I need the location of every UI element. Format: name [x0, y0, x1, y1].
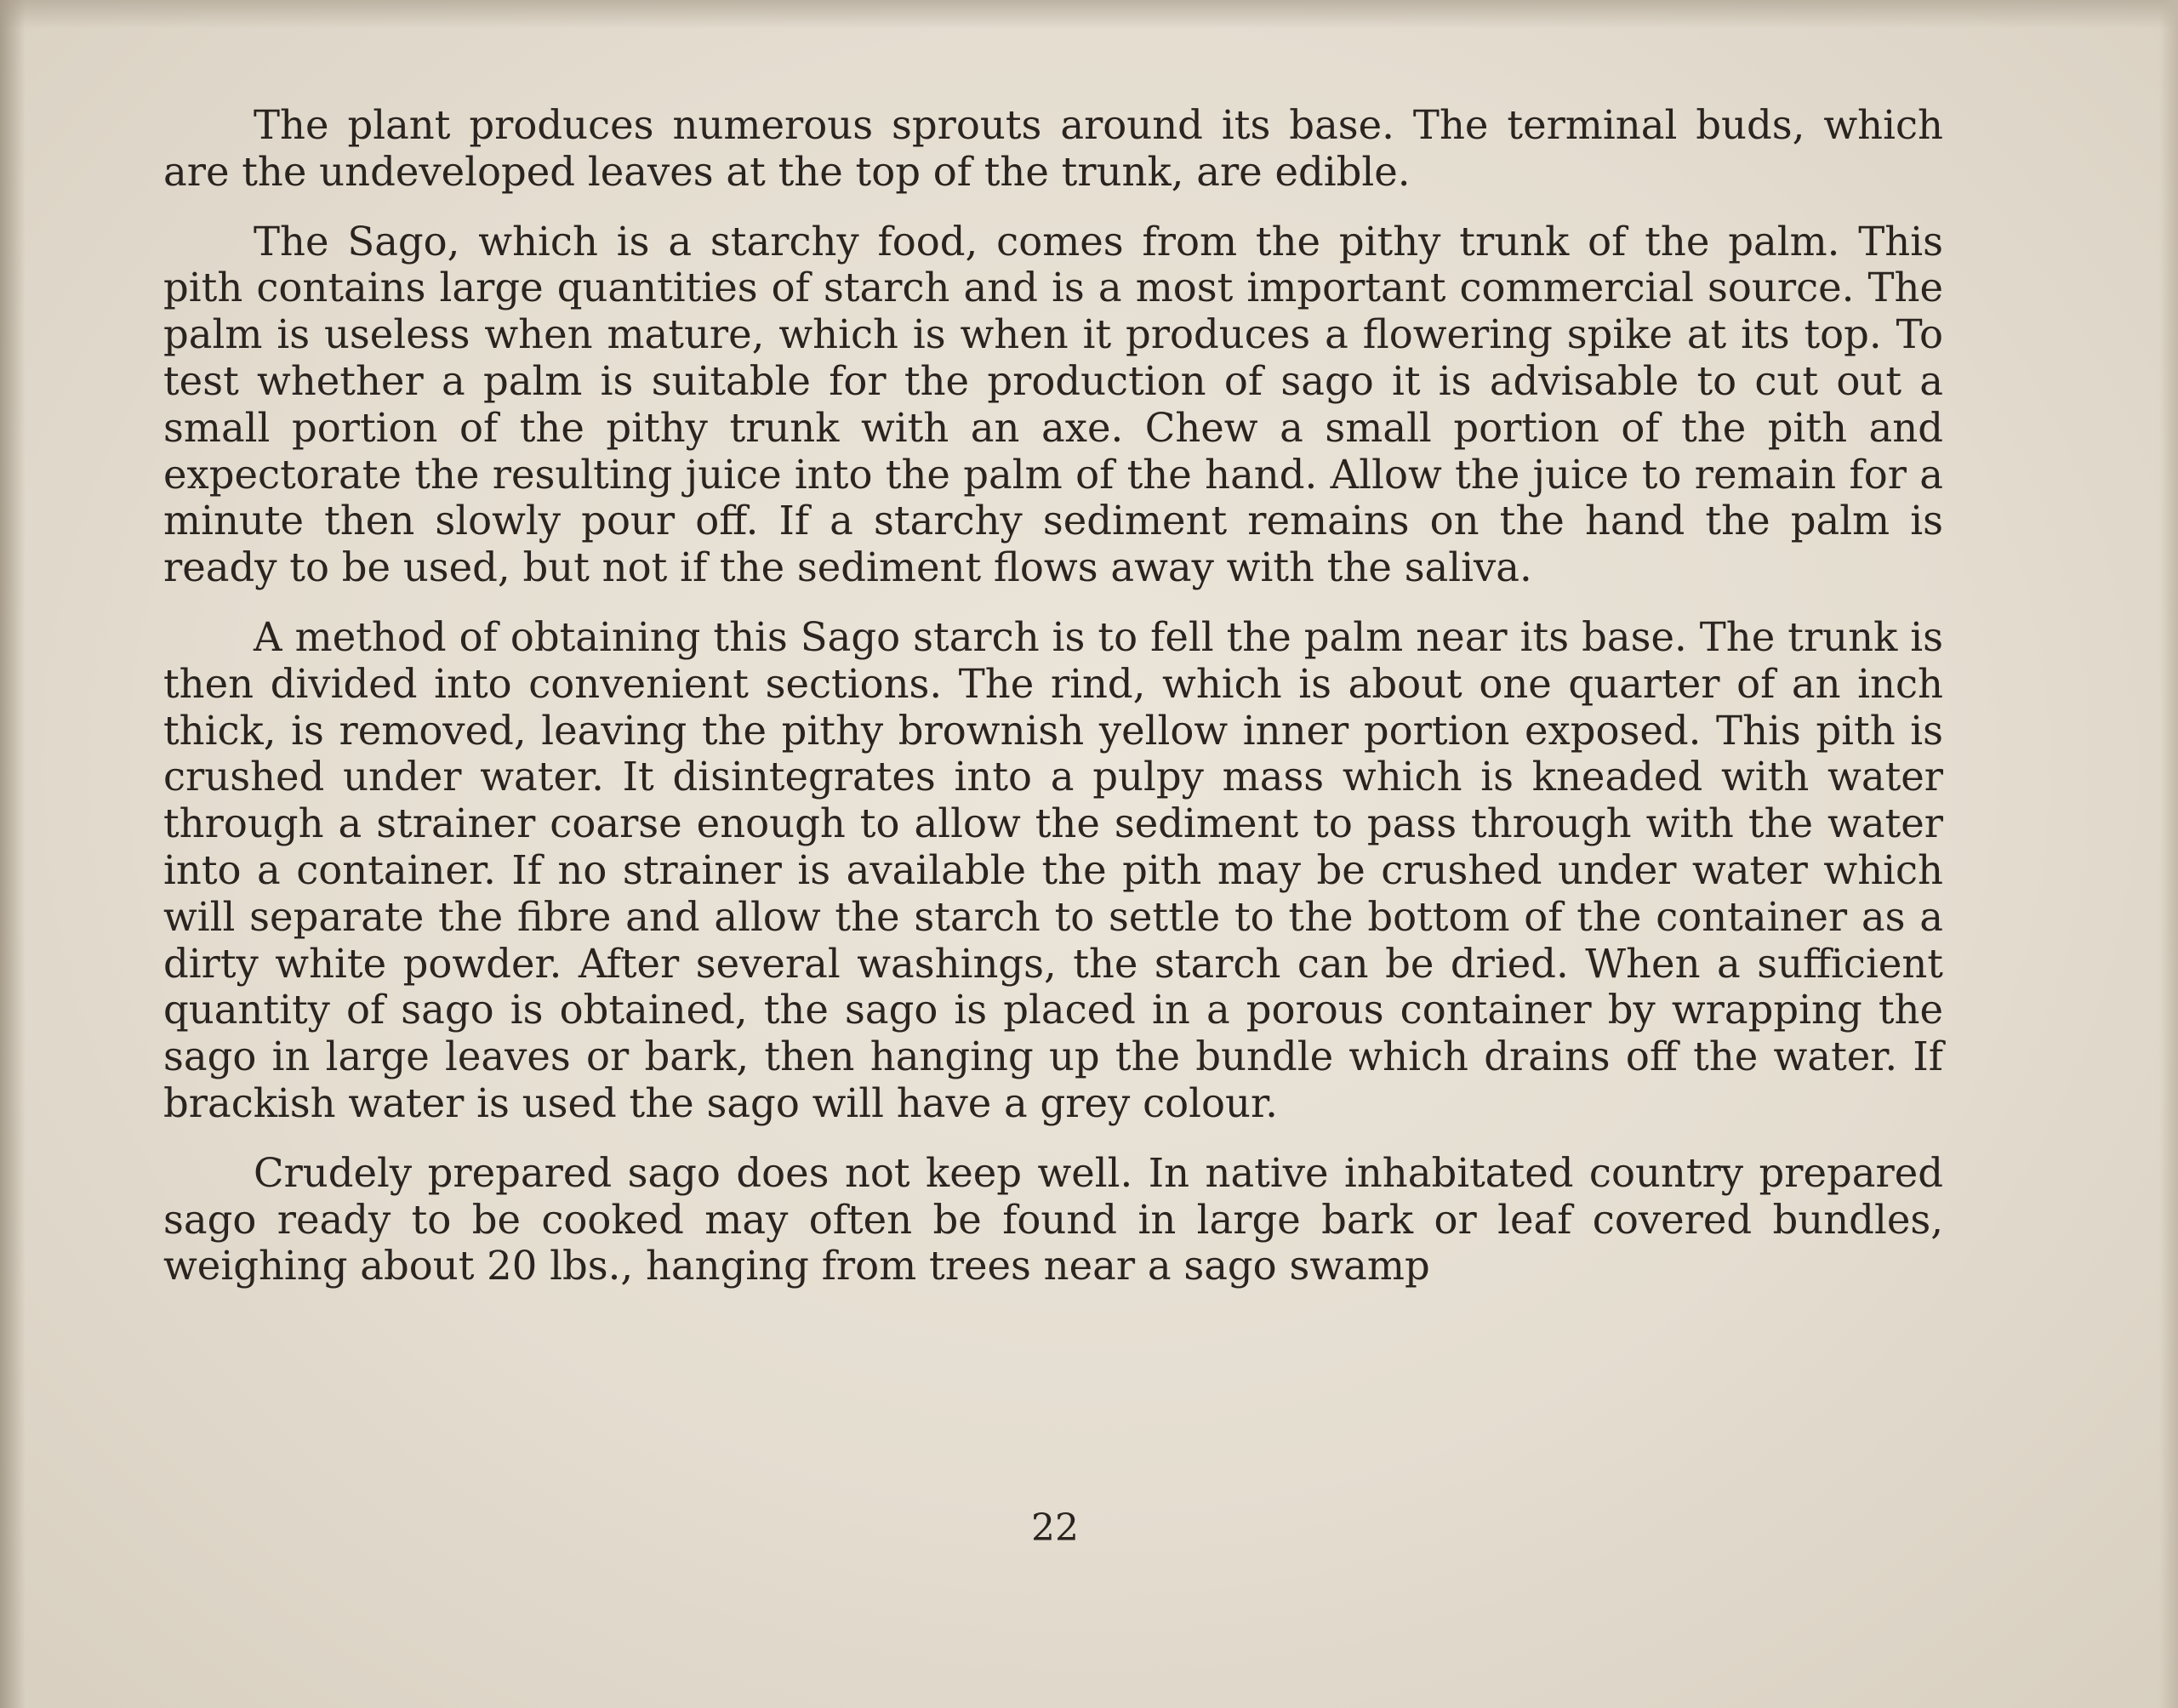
- paragraph-prepared-sago: Crudely prepared sago does not keep well. In native inhabitated country prepared sago ready to be cooked may often be found in large bark or leaf covered bundles, weighing about 20 lbs., hanging from trees near a sago swamp: [163, 1149, 1943, 1290]
- body-text: [163, 102, 1943, 1312]
- page-binding-shadow: [0, 0, 26, 1708]
- paragraph-sprouts: The plant produces numerous sprouts around its base. The terminal buds, which are the undeveloped leaves at the top of the trunk, are edible.: [163, 102, 1943, 195]
- paragraph-sago-test: The Sago, which is a starchy food, comes from the pithy trunk of the palm. This pith contains large quantities of starch and is a most important commercial source. The palm is useless when mature, which is when it produces a flowering spike at its top. To test whether a palm is suitable for the production of sago it is advisable to cut out a small portion of the pithy trunk with an axe. Chew a small portion of the pith and expectorate the resulting juice into the palm of the hand. Allow the juice to remain for a minute then slowly pour off. If a starchy sediment remains on the hand the palm is ready to be used, but not if the sediment flows away with the saliva.: [163, 218, 1943, 591]
- paragraph-starch-method: A method of obtaining this Sago starch is to fell the palm near its base. The trunk is then divided into convenient sections. The rind, which is about one quarter of an inch thick, is removed, leaving the pithy brownish yellow inner portion exposed. This pith is crushed under water. It disintegrates into a pulpy mass which is kneaded with water through a strainer coarse enough to allow the sediment to pass through with the water into a container. If no strainer is available the pith may be crushed under water which will separate the fibre and allow the starch to settle to the bottom of the container as a dirty white powder. After several washings, the starch can be dried. When a sufficient quantity of sago is obtained, the sago is placed in a porous container by wrapping the sago in large leaves or bark, then hanging up the bundle which drains off the water. If brackish water is used the sago will have a grey colour.: [163, 613, 1943, 1126]
- page-right-edge: [2159, 0, 2178, 1708]
- page-number: 22: [1031, 1506, 1079, 1550]
- page-top-shadow: [0, 0, 2178, 29]
